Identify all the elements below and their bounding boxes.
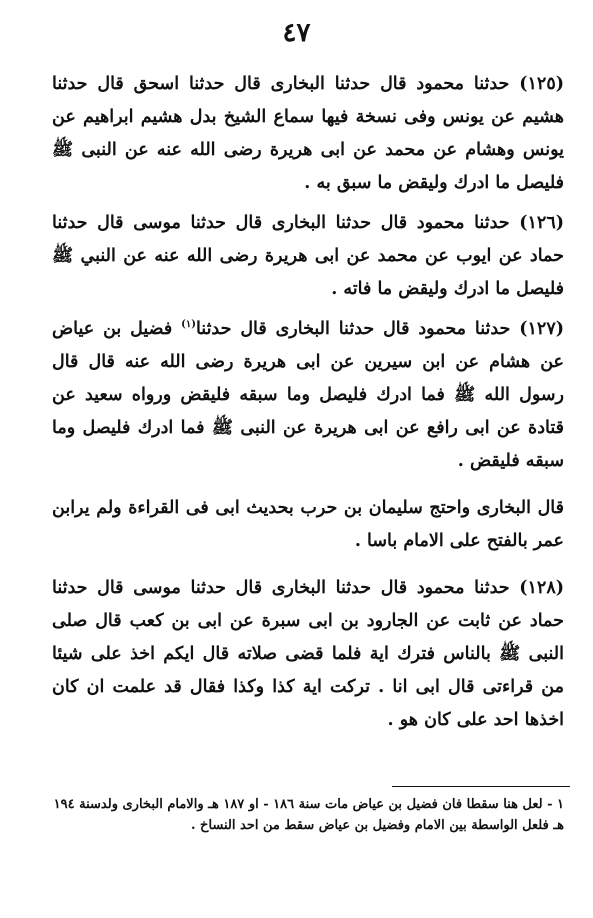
footnote-marker: (١) [181,319,196,331]
footnote-divider [392,786,570,787]
main-text [52,68,564,744]
paragraph-128: (١٢٨) حدثنا محمود قال حدثنا البخارى قال حدثنا موسى قال حدثنا حماد عن ثابت عن الجارود بن ابى سبرة عن ابى بن كعب قال صلى النبى ﷺ بالناس فترك اية فلما قضى صلاته قال ايكم اخذ على شيئا من قراءتى قال ابى انا . تركت اية كذا وكذا فقال قد علمت ان كان اخذها احد على كان هو . [52,578,564,730]
paragraph-127 [52,313,564,478]
paragraph-bukhari-note: قال البخارى واحتج سليمان بن حرب بحديث ابى فى القراءة ولم يرابن عمر بالفتح على الامام باسا . [52,498,564,551]
paragraph-127-rest: فضيل بن عياض عن هشام عن ابن سيرين عن ابى هريرة رضى الله عنه قال قال رسول الله ﷺ فما ادرك فليصل وما سبقه فليقض ورواه سعيد عن قتادة عن ابى رافع عن ابى هريرة عن النبى ﷺ فما ادرك فليصل وما سبقه فليقض . [52,319,564,471]
paragraph-126: (١٢٦) حدثنا محمود قال حدثنا البخارى قال حدثنا موسى قال حدثنا حماد عن ايوب عن محمد عن ابى هريرة رضى الله عنه عن النبي ﷺ فليصل ما ادرك وليقض ما فاته . [52,213,564,299]
page-number: ٤٧ [282,18,311,48]
paragraph-125: (١٢٥) حدثنا محمود قال حدثنا البخارى قال حدثنا اسحق قال حدثنا هشيم عن يونس وفى نسخة فيها سماع الشيخ بدل هشيم ابراهيم عن يونس وهشام عن محمد عن ابى هريرة رضى الله عنه عن النبى ﷺ فليصل ما ادرك وليقض ما سبق به . [52,74,564,193]
footnote: ١ - لعل هنا سقطا فان فضيل بن عياض مات سنة ١٨٦ - او ١٨٧ هـ والامام البخارى ولدسنة ١٩٤ هـ فلعل الواسطة بين الامام وفضيل بن عياض سقط من احد النساخ . [53,797,564,833]
paragraph-127-start: (١٢٧) حدثنا محمود قال حدثنا البخارى قال حدثنا [195,319,564,339]
